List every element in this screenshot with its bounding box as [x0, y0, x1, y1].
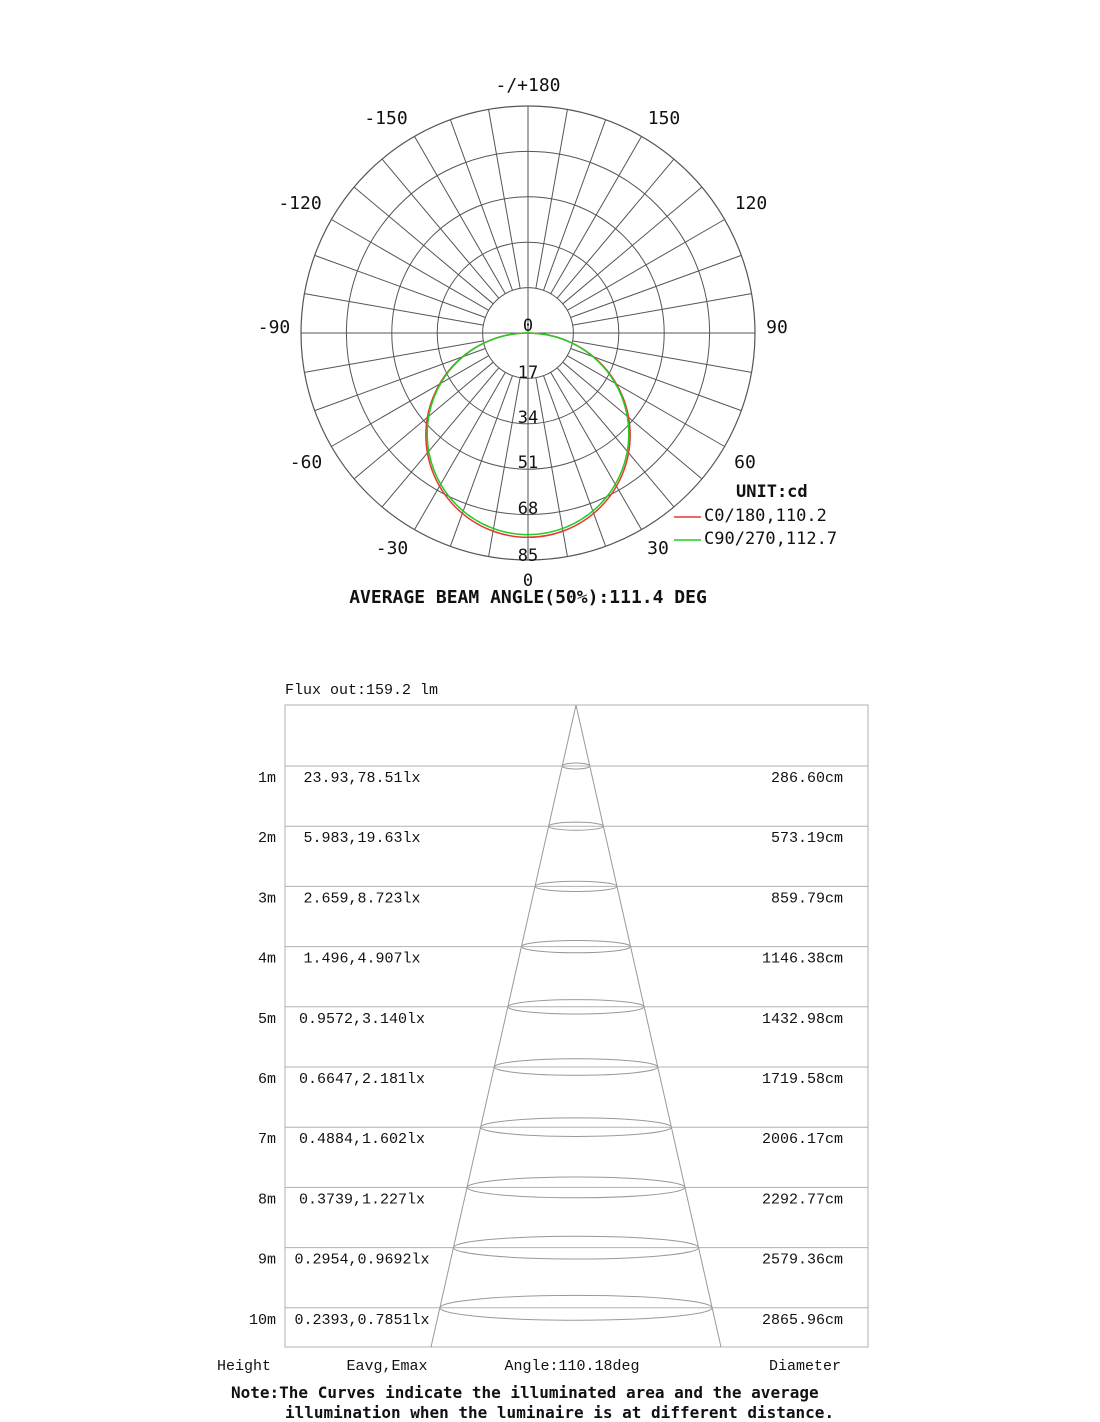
row-eavg-emax: 0.2393,0.7851lx: [294, 1311, 430, 1329]
angle-label-150: 150: [647, 108, 681, 129]
angle-label-minus120: -120: [278, 193, 322, 214]
table-row: [258, 881, 868, 907]
angle-label-30: 30: [647, 538, 669, 559]
angle-label-60: 60: [734, 452, 756, 473]
angle-label-bottom: 0: [522, 571, 534, 591]
row-eavg-emax: 5.983,19.63lx: [303, 830, 421, 848]
row-diameter: 286.60cm: [770, 770, 843, 787]
row-height: 3m: [257, 890, 276, 908]
row-diameter: 2579.36cm: [761, 1251, 843, 1269]
polar-spoke: [551, 136, 642, 293]
angle-label-120: 120: [734, 193, 768, 214]
row-diameter: 1719.58cm: [761, 1071, 843, 1088]
row-eavg-emax: 23.93,78.51lx: [303, 770, 421, 787]
row-diameter: 2865.96cm: [761, 1311, 843, 1329]
column-header-angle: Angle:110.18deg: [504, 1358, 640, 1375]
angle-label-center: 0: [522, 316, 534, 336]
table-row: [258, 940, 868, 967]
polar-spoke: [536, 109, 568, 288]
angle-label-minus150: -150: [364, 108, 408, 129]
polar-spoke: [544, 376, 606, 547]
angle-label-minus90: -90: [257, 317, 291, 338]
table-row: [258, 1059, 868, 1088]
radial-tick-label: 34: [517, 408, 539, 428]
row-diameter: 2292.77cm: [761, 1191, 843, 1209]
row-eavg-emax: 0.2954,0.9692lx: [294, 1251, 430, 1269]
angle-label-90: 90: [766, 317, 788, 338]
row-diameter: 2006.17cm: [761, 1131, 843, 1149]
polar-spoke: [331, 220, 488, 311]
note: [231, 1383, 834, 1422]
polar-spoke: [450, 376, 512, 547]
beam-angle-title: AVERAGE BEAM ANGLE(50%):111.4 DEG: [349, 587, 707, 608]
row-eavg-emax: 2.659,8.723lx: [303, 890, 421, 908]
polar-spoke: [563, 362, 702, 479]
legend-label-c90: C90/270,112.7: [704, 529, 838, 549]
flux-out-label: Flux out:159.2 lm: [285, 682, 439, 699]
polar-spoke: [557, 368, 674, 507]
row-height: 4m: [257, 950, 276, 968]
angle-label-minus60: -60: [289, 452, 323, 473]
polar-spoke: [557, 159, 674, 298]
polar-spoke: [567, 356, 724, 447]
row-height: 10m: [248, 1311, 276, 1329]
polar-diagram: [258, 75, 837, 608]
legend: [674, 482, 837, 549]
row-height: 2m: [257, 830, 276, 848]
column-header-diameter: Diameter: [768, 1358, 842, 1375]
polar-spoke: [573, 341, 752, 373]
polar-spoke: [304, 294, 483, 326]
cone-right-edge: [576, 705, 721, 1347]
row-height: 7m: [257, 1131, 276, 1149]
polar-spoke: [571, 255, 742, 317]
polar-spoke: [563, 187, 702, 304]
polar-spoke: [489, 109, 521, 288]
radial-tick-label: 68: [517, 499, 539, 519]
row-diameter: 859.79cm: [770, 890, 843, 908]
row-height: 6m: [257, 1071, 276, 1088]
table-row: [258, 1177, 868, 1208]
legend-label-c0: C0/180,110.2: [704, 506, 827, 526]
note-line-1: Note:The Curves indicate the illuminated area and the average: [231, 1383, 819, 1402]
radial-tick-label: 17: [517, 363, 539, 383]
note-line-2: illumination when the luminaire is at different distance.: [285, 1403, 835, 1422]
polar-spoke: [354, 362, 493, 479]
row-eavg-emax: 0.3739,1.227lx: [298, 1191, 426, 1209]
column-header-height: Height: [216, 1358, 272, 1375]
table-row: [258, 1236, 868, 1268]
unit-label: UNIT:cd: [736, 482, 808, 502]
table-row: [258, 822, 868, 847]
row-diameter: 573.19cm: [770, 830, 843, 848]
table-rows: [249, 763, 868, 1329]
row-height: 9m: [257, 1251, 276, 1269]
radial-tick-label: 85: [517, 546, 539, 566]
polar-spoke: [450, 120, 512, 291]
polar-spoke: [304, 341, 483, 373]
polar-spoke: [315, 255, 486, 317]
row-eavg-emax: 0.4884,1.602lx: [298, 1131, 426, 1149]
column-header-eavg: Eavg,Emax: [346, 1358, 428, 1375]
row-height: 5m: [257, 1010, 276, 1028]
cone-left-edge: [431, 705, 576, 1347]
polar-spoke: [382, 368, 499, 507]
angle-label-minus30: -30: [375, 538, 409, 559]
polar-spoke: [415, 136, 506, 293]
polar-spoke: [571, 349, 742, 411]
row-diameter: 1146.38cm: [761, 950, 843, 968]
angle-label-top: -/+180: [495, 75, 561, 96]
polar-spoke: [573, 294, 752, 326]
illuminance-cone-table: [217, 682, 868, 1375]
polar-spoke: [354, 187, 493, 304]
row-eavg-emax: 0.6647,2.181lx: [298, 1071, 426, 1088]
row-height: 1m: [257, 770, 276, 787]
polar-spoke: [331, 356, 488, 447]
row-diameter: 1432.98cm: [761, 1010, 843, 1028]
polar-spoke: [536, 378, 568, 557]
row-height: 8m: [257, 1191, 276, 1209]
polar-spoke: [489, 378, 521, 557]
table-row: [258, 1000, 868, 1028]
row-eavg-emax: 1.496,4.907lx: [303, 950, 421, 968]
polar-spoke: [567, 220, 724, 311]
cone-lines: [431, 705, 721, 1347]
table-row: [249, 1295, 868, 1328]
radial-tick-label: 51: [517, 453, 539, 473]
row-eavg-emax: 0.9572,3.140lx: [298, 1010, 426, 1028]
polar-spoke: [382, 159, 499, 298]
table-row: [258, 1118, 868, 1148]
table-row: [258, 763, 868, 787]
polar-spoke: [544, 120, 606, 291]
polar-spoke: [315, 349, 486, 411]
